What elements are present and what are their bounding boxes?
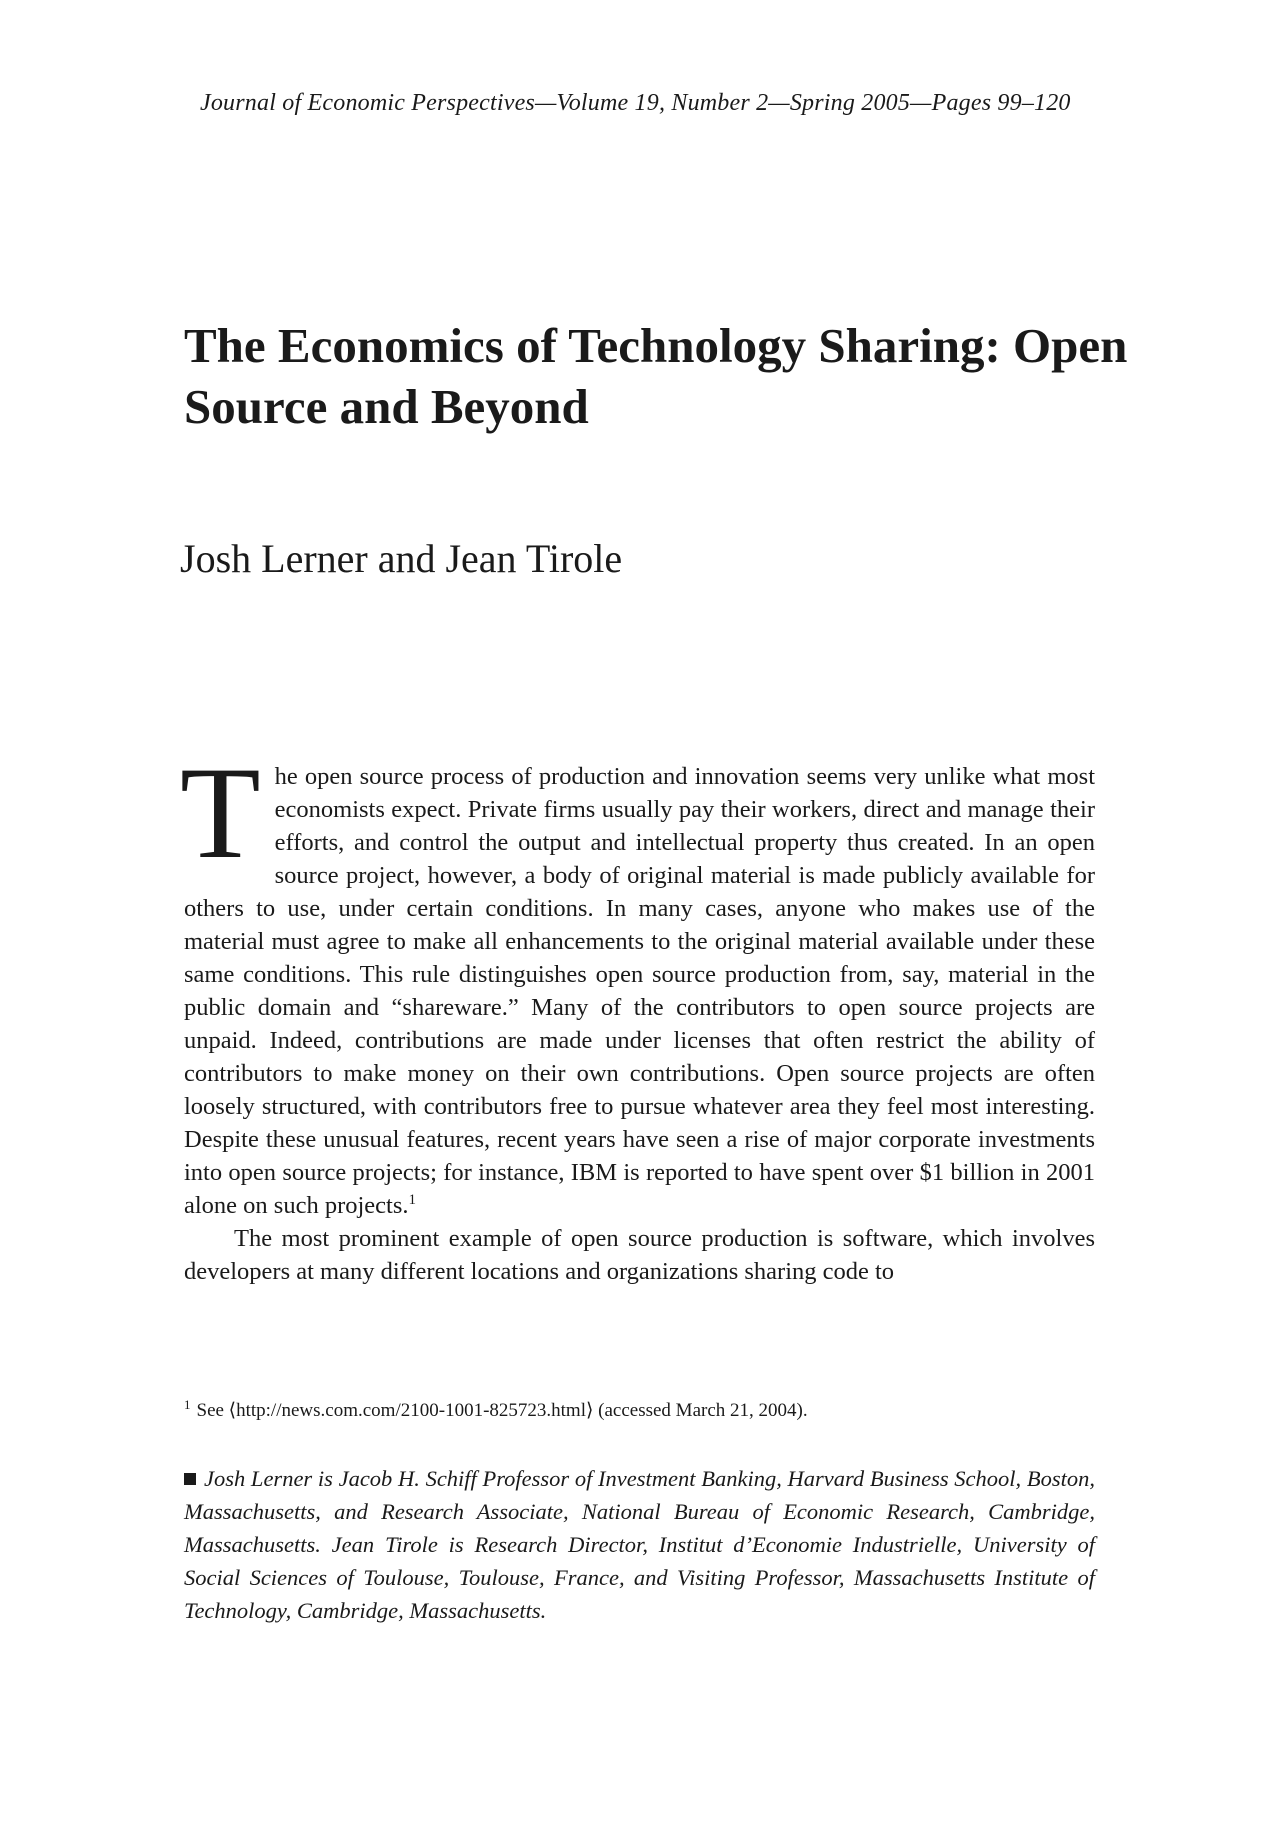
footnote-1 <box>184 1398 1095 1424</box>
author-notes-text: Josh Lerner is Jacob H. Schiff Professor of Investment Banking, Harvard Business School, Boston, Massachusetts, and Research Associate, National Bureau of Economic Research, Cambridge, Massachusetts. Jean Tirole is Research Director, Institut d’Economie Industrielle, University of Social Sciences of Toulouse, Toulouse, France, and Visiting Professor, Massachusetts Institute of Technology, Cambridge, Massachusetts. <box>184 1466 1095 1623</box>
footnote-text: See ⟨http://news.com.com/2100-1001-825723.html⟩ (accessed March 21, 2004). <box>196 1400 808 1421</box>
body-paragraph-1 <box>180 739 1095 1222</box>
body-paragraph-2: The most prominent example of open source production is software, which involves developers at many different locations and organizations sharing code to <box>184 1225 1095 1285</box>
paragraph-1-text: he open source process of production and innovation seems very unlike what most economists expect. Private firms usually pay their workers, direct and manage their efforts, and control the output and intellectual property thus created. In an open source project, however, a body of original material is made publicly available for others to use, under certain conditions. In many cases, anyone who makes use of the material must agree to make all enhancements to the original material available under these same conditions. This rule distinguishes open source production from, say, material in the public domain and “shareware.” Many of the contributors to open source projects are unpaid. Indeed, contributions are made under licenses that often restrict the ability of contributors to make money on their own contributions. Open source projects are often loosely structured, with contributors free to pursue whatever area they feel most interesting. Despite these unusual features, recent years have seen a rise of major corporate investments into open source projects; for instance, IBM is reported to have spent over $1 billion in 2001 alone on such projects. <box>184 763 1095 1219</box>
square-bullet-icon <box>184 1473 196 1485</box>
article-authors: Josh Lerner and Jean Tirole <box>180 536 623 581</box>
running-header: Journal of Economic Perspectives—Volume 19, Number 2—Spring 2005—Pages 99–120 <box>200 90 1071 116</box>
article-title: The Economics of Technology Sharing: Open Source and Beyond <box>184 318 1128 434</box>
drop-cap: T <box>180 739 261 886</box>
footnote-number: 1 <box>184 1396 191 1412</box>
article-body <box>180 739 1095 1288</box>
footnote-ref-1[interactable]: 1 <box>408 1191 417 1208</box>
author-notes <box>184 1462 1095 1627</box>
